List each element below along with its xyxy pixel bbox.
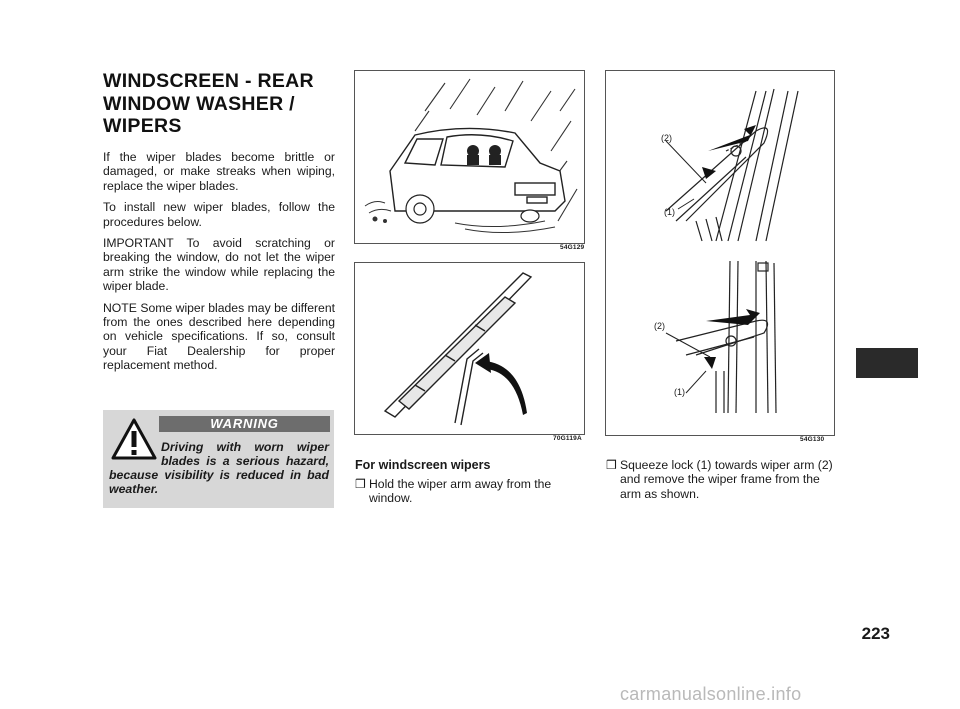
watermark-text: carmanualsonline.info xyxy=(620,684,802,704)
warning-box xyxy=(103,410,334,508)
figure-car-in-rain xyxy=(354,70,585,251)
bullet-text: Squeeze lock (1) towards wiper arm (2) and remove the wiper frame from the arm as shown. xyxy=(620,458,833,501)
figure-wiper-blade xyxy=(354,262,585,442)
figure-code: 54G129 xyxy=(560,244,585,251)
figure-code: 70G119A xyxy=(553,435,582,442)
callout-1-top: (1) xyxy=(664,207,675,217)
warning-label: WARNING xyxy=(159,416,330,432)
callout-1-bottom: (1) xyxy=(674,387,685,397)
callout-2-bottom: (2) xyxy=(654,321,665,331)
paragraph-replace: If the wiper blades become brittle or damaged, or make streaks when wiping, replace the wiper blades. xyxy=(103,150,335,193)
paragraph-important: IMPORTANT To avoid scratching or breaking the window, do not let the wiper arm strike the window while replacing the wiper blade. xyxy=(103,236,335,294)
car-in-rain-illustration xyxy=(355,71,584,243)
warning-text: Driving with worn wiper blades is a serious hazard, because visibility is reduced in bad weather. xyxy=(109,440,329,496)
bullet-box-icon: ❒ xyxy=(606,458,617,472)
bullet-hold-arm xyxy=(355,477,585,506)
intro-text xyxy=(103,150,335,380)
paragraph-note: NOTE Some wiper blades may be different from the ones described here depending on vehicle specifications. If so, consult your Fiat Dealership for proper replacement method. xyxy=(103,300,335,373)
section-heading-windscreen: For windscreen wipers xyxy=(355,458,491,472)
bullet-text: Hold the wiper arm away from the window. xyxy=(369,477,552,506)
paragraph-install: To install new wiper blades, follow the procedures below. xyxy=(103,200,335,229)
wiper-blade-illustration xyxy=(355,263,584,434)
section-tab-marker xyxy=(856,348,918,378)
bullet-squeeze-lock xyxy=(606,458,836,501)
wiper-lock-illustration xyxy=(606,71,834,435)
figure-lock-detail xyxy=(605,70,835,443)
callout-2-top: (2) xyxy=(661,133,672,143)
figure-code: 54G130 xyxy=(800,436,825,443)
bullet-box-icon: ❒ xyxy=(355,477,366,491)
page-title: WINDSCREEN - REAR WINDOW WASHER / WIPERS xyxy=(103,70,314,137)
page-number: 223 xyxy=(861,624,890,643)
